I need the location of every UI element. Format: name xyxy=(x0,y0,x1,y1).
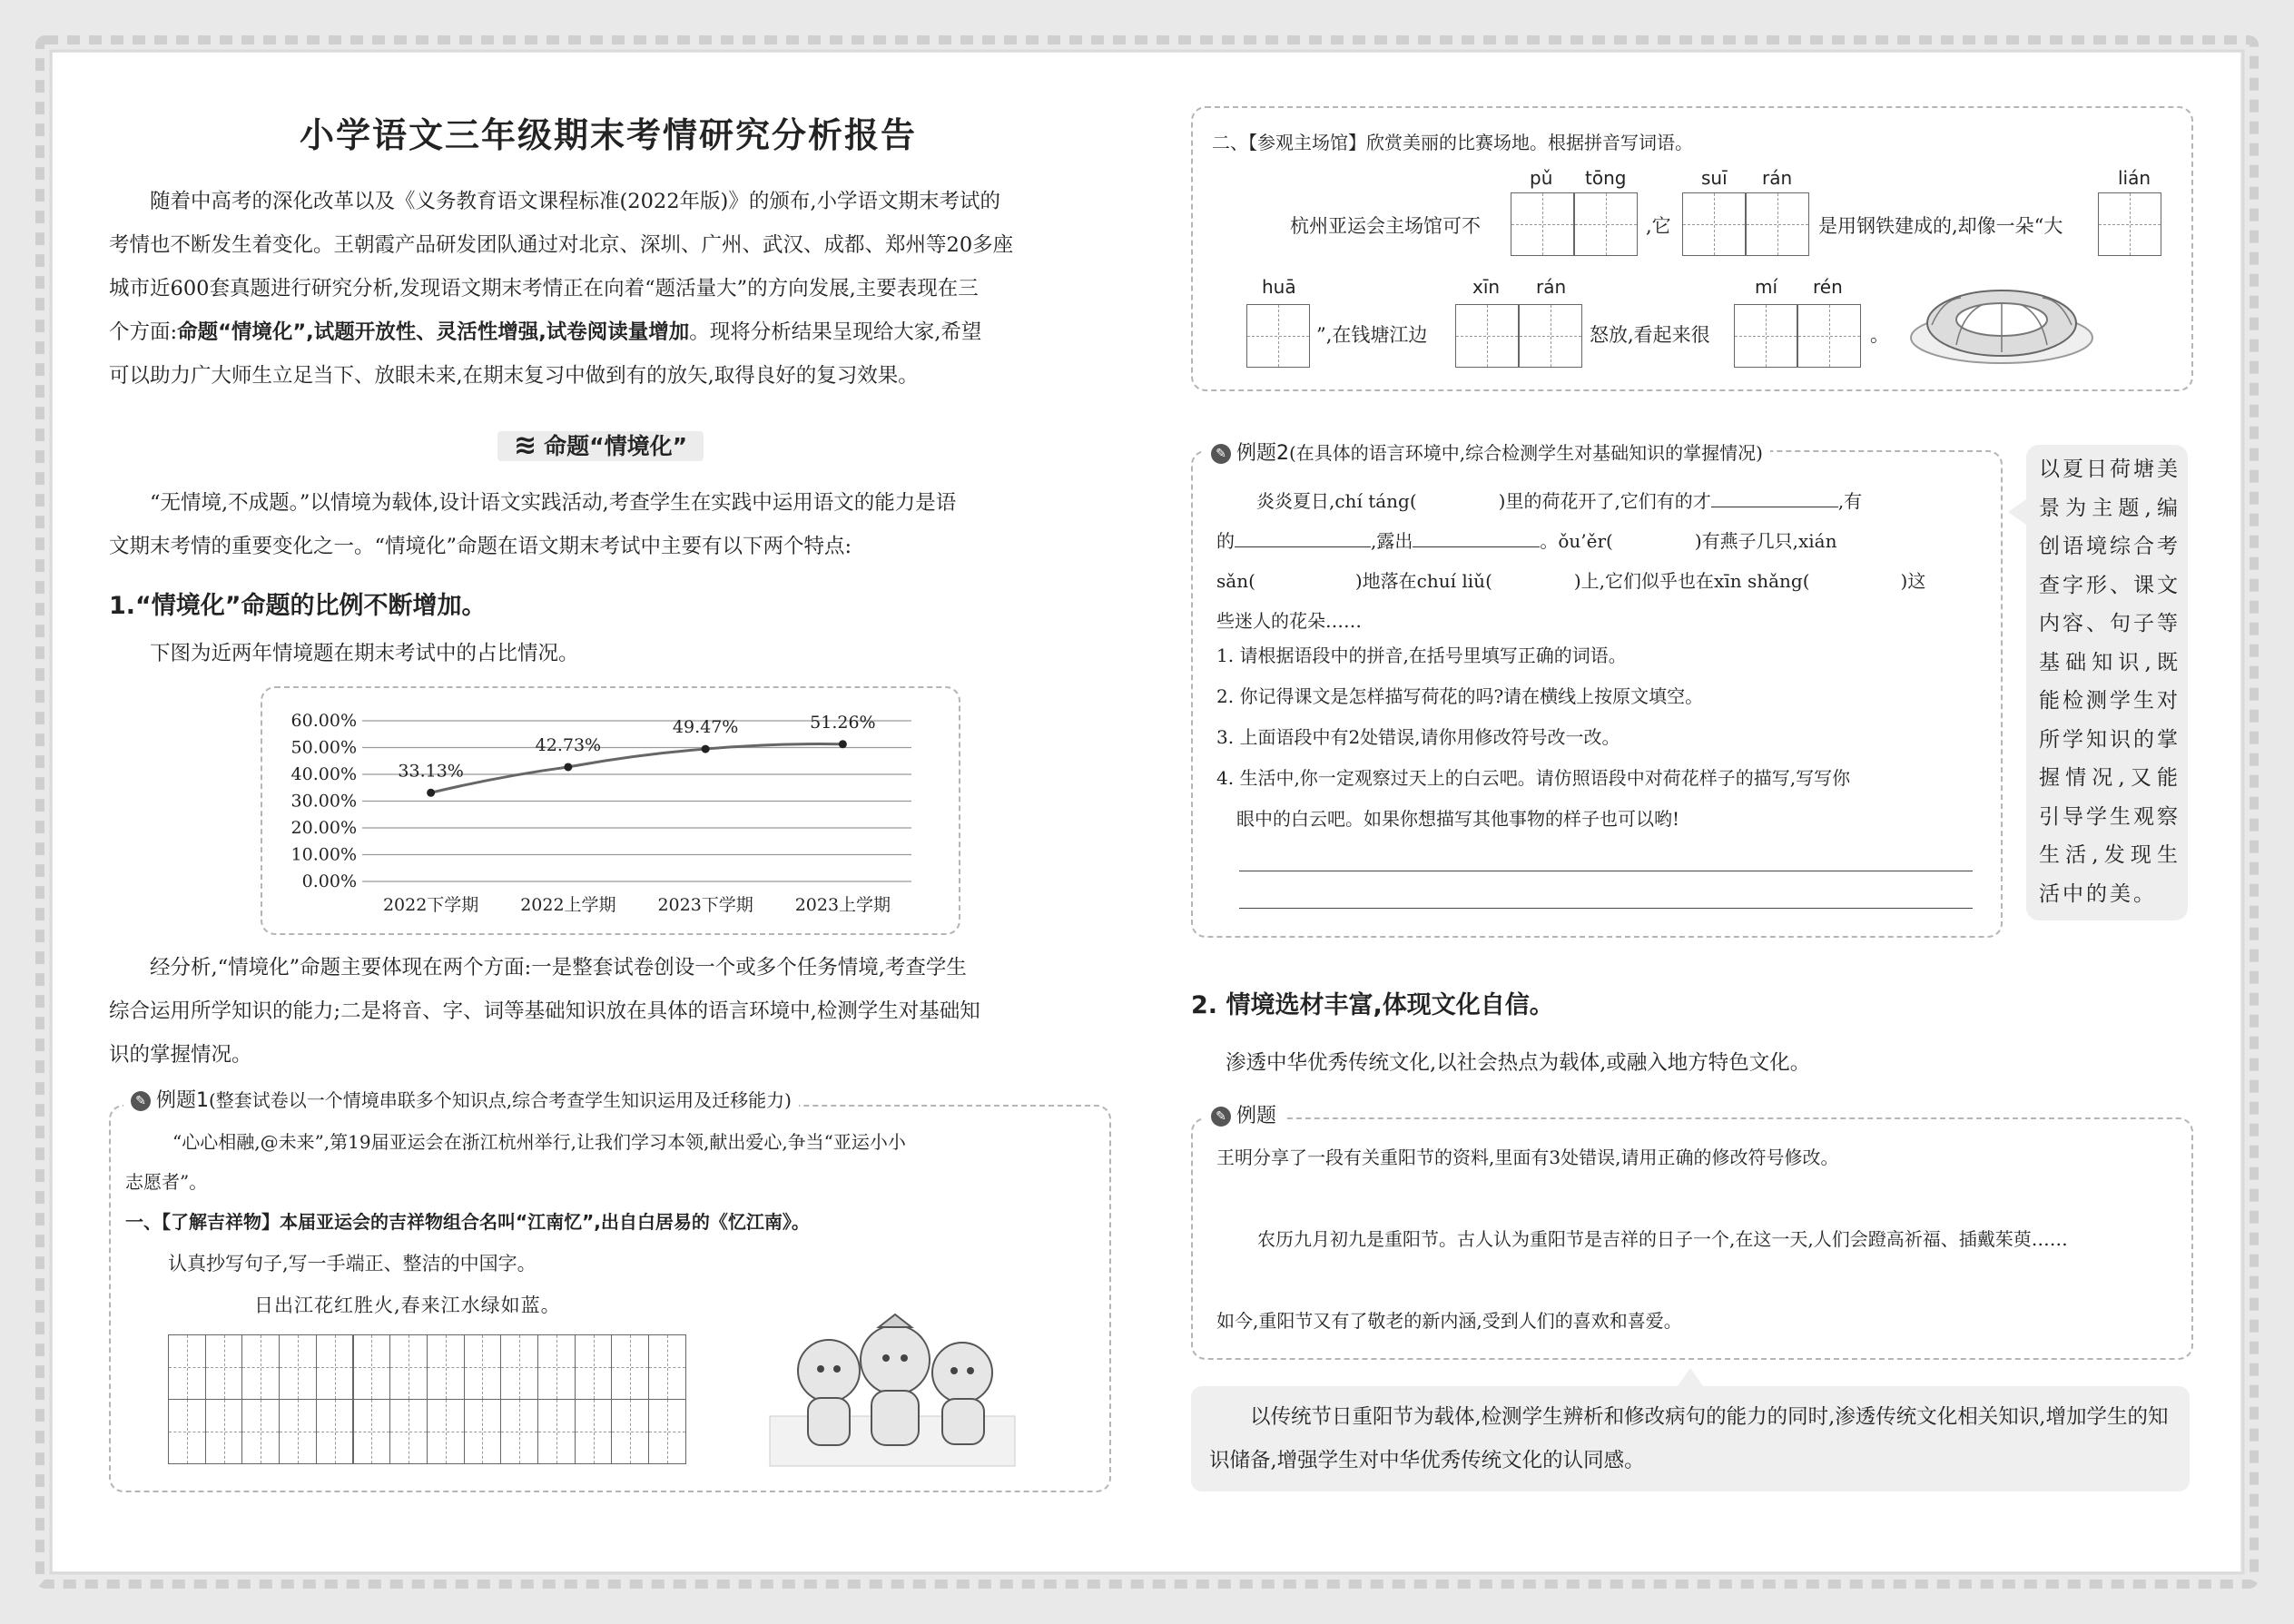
copy-cell[interactable] xyxy=(241,1334,280,1400)
section-line: “无情境,不成题。”以情境为载体,设计语文实践活动,考查学生在实践中运用语文的能力是语 xyxy=(150,491,957,515)
writing-cell[interactable] xyxy=(2098,192,2161,256)
intro-paragraph xyxy=(109,180,1108,398)
copy-cell[interactable] xyxy=(537,1334,576,1400)
x-tick-label: 2022上学期 xyxy=(520,895,616,915)
pinyin-label: rén xyxy=(1813,276,1843,298)
example1-sentence: 日出江花红胜火,春来江水绿如蓝。 xyxy=(254,1294,561,1316)
wave-icon: ≋ xyxy=(514,429,537,461)
y-tick-label: 30.00% xyxy=(290,791,357,812)
x-tick-label: 2023上学期 xyxy=(794,895,891,915)
example1-instruction: 认真抄写句子,写一手端正、整洁的中国字。 xyxy=(168,1253,537,1275)
example1-intro-line: “心心相融,@未来”,第19届亚运会在浙江杭州举行,让我们学习本领,献出爱心,争当“亚运小小 xyxy=(172,1131,906,1153)
y-tick-label: 40.00% xyxy=(290,764,357,784)
copy-cell[interactable] xyxy=(648,1334,686,1400)
y-tick-label: 0.00% xyxy=(301,871,357,891)
y-tick-label: 60.00% xyxy=(290,711,357,731)
question2-title: 二、【参观主场馆】欣赏美丽的比赛场地。根据拼音写词语。 xyxy=(1212,132,1693,153)
writing-cell[interactable] xyxy=(1519,304,1582,368)
copy-cell[interactable] xyxy=(205,1399,243,1464)
copy-cell[interactable] xyxy=(611,1334,649,1400)
section-line: 文期末考情的重要变化之一。“情境化”命题在语文期末考试中主要有以下两个特点: xyxy=(109,535,852,558)
example1-question1: 一、【了解吉祥物】本届亚运会的吉祥物组合名叫“江南忆”,出自白居易的《忆江南》。 xyxy=(125,1211,810,1233)
data-point xyxy=(564,763,572,771)
writing-cell[interactable] xyxy=(1246,304,1310,368)
mascots-illustration xyxy=(761,1307,1024,1471)
stadium-illustration xyxy=(1906,272,2097,368)
copy-cell[interactable] xyxy=(316,1334,354,1400)
pen-icon: ✎ xyxy=(1211,1107,1231,1127)
pen-icon: ✎ xyxy=(1211,444,1231,464)
example3-label: ✎ 例题 xyxy=(1204,1100,1284,1128)
copy-cell[interactable] xyxy=(611,1399,649,1464)
example3-line: 如今,重阳节又有了敬老的新内涵,受到人们的喜欢和喜爱。 xyxy=(1216,1310,1682,1332)
copy-cell[interactable] xyxy=(316,1399,354,1464)
example2-side-note: 以夏日荷塘美景为主题,编创语境综合考查字形、课文内容、句子等基础知识,既能检测学生对所学知识的掌握情况,又能引导学生观察生活,发现生活中的美。 xyxy=(2026,445,2188,920)
data-label: 42.73% xyxy=(535,734,602,755)
chart-intro: 下图为近两年情境题在期末考试中的占比情况。 xyxy=(150,642,579,665)
section-paragraph xyxy=(109,481,1108,568)
note-pointer xyxy=(2008,499,2026,525)
data-point xyxy=(702,745,710,753)
intro-line: 个方面: xyxy=(109,320,178,344)
culture-intro: 渗透中华优秀传统文化,以社会热点为载体,或融入地方特色文化。 xyxy=(1226,1051,1811,1075)
chart-frame xyxy=(261,686,960,935)
example2-label: ✎ 例题2(在具体的语言环境中,综合检测学生对基础知识的掌握情况) xyxy=(1204,438,1770,466)
copy-cell[interactable] xyxy=(575,1399,613,1464)
copy-cell[interactable] xyxy=(279,1334,317,1400)
writing-cell[interactable] xyxy=(1455,304,1519,368)
data-label: 33.13% xyxy=(398,761,464,782)
copy-cell[interactable] xyxy=(168,1399,206,1464)
example2-passage: 炎炎夏日,chí táng( )里的荷花开了,它们有的才 ,有 的 ,露出 。ǒu’ěr( )有燕子几只,xián sǎn( )地落在chuí liǔ( )上,它们似乎也在xīn shǎng( )这 些迷人的花朵…… xyxy=(1216,490,1926,632)
analysis-paragraph xyxy=(109,946,1108,1077)
question-item: 3. 上面语段中有2处错误,请你用修改符号改一改。 xyxy=(1216,726,1620,748)
intro-line: 考情也不断发生着变化。王朝霞产品研发团队通过对北京、深圳、广州、武汉、成都、郑州等20多座 xyxy=(109,233,1014,257)
copy-cell[interactable] xyxy=(241,1399,280,1464)
copy-cell[interactable] xyxy=(205,1334,243,1400)
intro-line: 随着中高考的深化改革以及《义务教育语文课程标准(2022年版)》的颁布,小学语文期末考试的 xyxy=(150,190,1000,213)
data-point xyxy=(839,740,847,748)
copy-cell[interactable] xyxy=(427,1334,465,1400)
example2-questions xyxy=(1216,635,1979,840)
copy-cell[interactable] xyxy=(500,1399,538,1464)
copy-cell[interactable] xyxy=(537,1399,576,1464)
copy-cell[interactable] xyxy=(389,1334,428,1400)
line-chart xyxy=(262,688,959,933)
copy-cell[interactable] xyxy=(353,1399,391,1464)
pinyin-label: huā xyxy=(1262,276,1296,298)
writing-cell[interactable] xyxy=(1574,192,1638,256)
q2-text: 是用钢铁建成的,却像一朵“大 xyxy=(1818,215,2063,237)
example3-line: 王明分享了一段有关重阳节的资料,里面有3处错误,请用正确的修改符号修改。 xyxy=(1216,1147,1839,1168)
example3-line: 农历九月初九是重阳节。古人认为重阳节是吉祥的日子一个,在这一天,人们会蹬高祈福、插戴茱萸…… xyxy=(1257,1228,2068,1250)
analysis-line: 经分析,“情境化”命题主要体现在两个方面:一是整套试卷创设一个或多个任务情境,考查学生 xyxy=(150,956,967,979)
copy-cell[interactable] xyxy=(500,1334,538,1400)
example1-condition: (整套试卷以一个情境串联多个知识点,综合考查学生知识运用及迁移能力) xyxy=(209,1089,792,1111)
pinyin-label: xīn xyxy=(1472,276,1501,298)
example3-note: 以传统节日重阳节为载体,检测学生辨析和修改病句的能力的同时,渗透传统文化相关知识,增加学生的知识储备,增强学生对中华优秀传统文化的认同感。 xyxy=(1191,1386,2190,1491)
page-title: 小学语文三年级期末考情研究分析报告 xyxy=(299,115,917,155)
pinyin-label: pǔ xyxy=(1530,167,1553,189)
answer-line[interactable] xyxy=(1239,908,1973,909)
intro-line: 可以助力广大师生立足当下、放眼未来,在期末复习中做到有的放矢,取得良好的复习效果。 xyxy=(109,364,919,388)
pinyin-label: mí xyxy=(1755,276,1778,298)
y-tick-label: 50.00% xyxy=(290,737,357,758)
analysis-line: 综合运用所学知识的能力;二是将音、字、词等基础知识放在具体的语言环境中,检测学生对基础知 xyxy=(109,999,980,1023)
y-tick-label: 10.00% xyxy=(290,844,357,865)
copy-cell[interactable] xyxy=(464,1399,502,1464)
copy-cell[interactable] xyxy=(389,1399,428,1464)
copy-cell[interactable] xyxy=(648,1399,686,1464)
copy-cell[interactable] xyxy=(279,1399,317,1464)
intro-line: 。现将分析结果呈现给大家,希望 xyxy=(689,320,982,344)
writing-cell[interactable] xyxy=(1797,304,1861,368)
y-tick-label: 20.00% xyxy=(290,818,357,838)
question-item: 眼中的白云吧。如果你想描写其他事物的样子也可以哟! xyxy=(1236,808,1680,830)
copy-cell[interactable] xyxy=(168,1334,206,1400)
q2-text: 杭州亚运会主场馆可不 xyxy=(1290,215,1481,237)
pinyin-label: lián xyxy=(2118,167,2151,189)
pen-icon: ✎ xyxy=(131,1091,151,1111)
writing-cell[interactable] xyxy=(1511,192,1574,256)
question-item: 4. 生活中,你一定观察过天上的白云吧。请仿照语段中对荷花样子的描写,写写你 xyxy=(1216,767,1851,789)
intro-line: 城市近600套真题进行研究分析,发现语文期末考情正在向着“题活量大”的方向发展,主要表现在三 xyxy=(109,277,979,300)
writing-cell[interactable] xyxy=(1746,192,1809,256)
example1-intro-line: 志愿者”。 xyxy=(125,1171,208,1193)
q2-text: ,它 xyxy=(1646,215,1671,237)
copy-cell[interactable] xyxy=(575,1334,613,1400)
pinyin-label: rán xyxy=(1762,167,1793,189)
writing-cell[interactable] xyxy=(1682,192,1746,256)
series-line xyxy=(431,744,843,793)
data-label: 49.47% xyxy=(672,717,739,738)
copy-grid[interactable] xyxy=(168,1334,685,1463)
question-item: 2. 你记得课文是怎样描写荷花的吗?请在横线上按原文填空。 xyxy=(1216,685,1704,707)
data-label: 51.26% xyxy=(810,712,876,733)
section-badge-label: 命题“情境化” xyxy=(544,433,688,459)
copy-cell[interactable] xyxy=(427,1399,465,1464)
x-tick-label: 2023下学期 xyxy=(657,895,753,915)
pinyin-label: suī xyxy=(1701,167,1728,189)
note-pointer xyxy=(1678,1368,1703,1386)
copy-cell[interactable] xyxy=(353,1334,391,1400)
q2-text: 怒放,看起来很 xyxy=(1590,324,1710,346)
analysis-line: 识的掌握情况。 xyxy=(109,1043,252,1067)
section-badge xyxy=(497,428,704,461)
x-tick-label: 2022下学期 xyxy=(382,895,479,915)
pinyin-label: tōng xyxy=(1585,167,1627,189)
q2-text: 。 xyxy=(1870,324,1889,346)
pinyin-label: rán xyxy=(1536,276,1567,298)
copy-cell[interactable] xyxy=(464,1334,502,1400)
q2-text: ”,在钱塘江边 xyxy=(1316,324,1428,346)
intro-emphasis: 命题“情境化”,试题开放性、灵活性增强,试卷阅读量增加 xyxy=(177,320,690,344)
example2-condition: (在具体的语言环境中,综合检测学生对基础知识的掌握情况) xyxy=(1289,442,1763,464)
writing-cell[interactable] xyxy=(1734,304,1797,368)
data-point xyxy=(427,789,435,797)
question-item: 1. 请根据语段中的拼音,在括号里填写正确的词语。 xyxy=(1216,645,1627,666)
example1-intro xyxy=(125,1122,1097,1202)
example1-label: ✎ 例题1(整套试卷以一个情境串联多个知识点,综合考查学生知识运用及迁移能力) xyxy=(123,1085,799,1113)
heading-culture: 2. 情境选材丰富,体现文化自信。 xyxy=(1191,991,1554,1019)
heading-proportion: 1.“情境化”命题的比例不断增加。 xyxy=(109,592,487,620)
